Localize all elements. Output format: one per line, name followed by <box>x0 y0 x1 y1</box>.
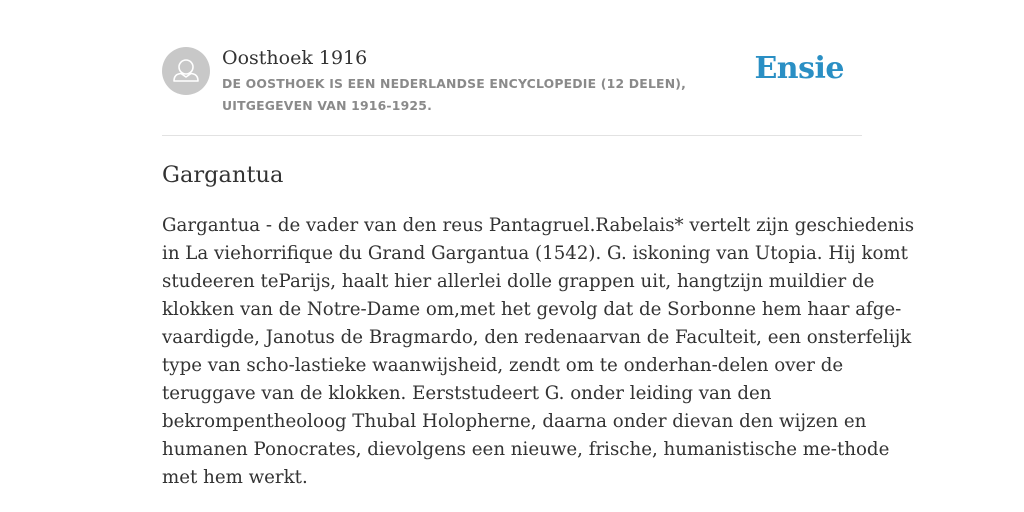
article-text-line: vaardigde, Janotus de Bragmardo, den redenaarvan de Faculteit, een onsterfelijk <box>162 327 912 348</box>
article-text-line: bekrompentheoloog Thubal Holopherne, daarna onder dievan den wijzen en <box>162 411 867 432</box>
source-name[interactable]: Oosthoek 1916 <box>222 47 368 69</box>
source-header <box>162 46 862 136</box>
source-description: DE OOSTHOEK IS EEN NEDERLANDSE ENCYCLOPEDIE (12 DELEN), UITGEGEVEN VAN 1916-1925. <box>222 76 687 113</box>
article-body <box>162 212 915 492</box>
article-text-line: Gargantua - de vader van den reus Pantagruel.Rabelais* vertelt zijn geschiedenis <box>162 215 915 236</box>
user-outline-icon <box>162 47 210 95</box>
article-title: Gargantua <box>162 162 284 188</box>
header-divider <box>162 135 862 136</box>
article-text-line: humanen Ponocrates, dievolgens een nieuwe, frische, humanistische me-thode <box>162 439 890 460</box>
source-avatar[interactable] <box>162 47 210 95</box>
article-text-line: type van scho-lastieke waanwijsheid, zendt om te onderhan-delen over de <box>162 355 844 376</box>
article-text-line: in La viehorrifique du Grand Gargantua (1542). G. iskoning van Utopia. Hij komt <box>162 243 908 264</box>
article-text-line: klokken van de Notre-Dame om,met het gevolg dat de Sorbonne hem haar afge- <box>162 299 902 320</box>
article-text-line: teruggave van de klokken. Eerststudeert G. onder leiding van den <box>162 383 772 404</box>
article-text-line: met hem werkt. <box>162 467 308 488</box>
article-text-line: studeeren teParijs, haalt hier allerlei dolle grappen uit, hangtzijn muildier de <box>162 271 875 292</box>
ensie-logo[interactable]: Ensie <box>754 51 844 86</box>
